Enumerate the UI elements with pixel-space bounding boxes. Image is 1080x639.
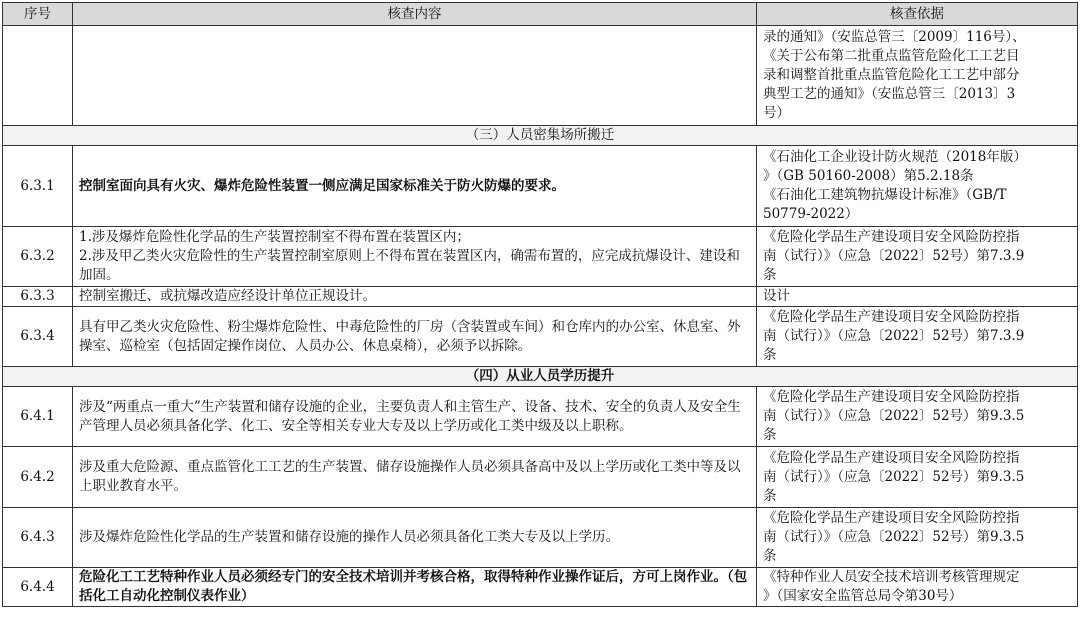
cell-content: 控制室搬迁、或抗爆改造应经设计单位正规设计。 <box>73 287 757 307</box>
table-row <box>3 387 1078 447</box>
cell-content: 具有甲乙类火灾危险性、粉尘爆炸危险性、中毒危险性的厂房（含装置或车间）和仓库内的办公室、休息室、外操室、巡检室（包括固定操作岗位、人员办公、休息桌椅），必须予以拆除。 <box>73 307 757 367</box>
cell-no: 6.3.3 <box>3 287 73 307</box>
cell-no: 6.4.3 <box>3 508 73 568</box>
header-content: 核查内容 <box>73 3 757 26</box>
cell-no: 6.3.2 <box>3 227 73 287</box>
table-row <box>3 287 1078 307</box>
header-no: 序号 <box>3 3 73 26</box>
cell-basis: 《石油化工企业设计防火规范（2018年版） 》（GB 50160-2008）第5.2.18条 《石油化工建筑物抗爆设计标准》（GB/T 50779-2022） <box>757 146 1078 227</box>
header-basis: 核查依据 <box>757 3 1078 26</box>
section-title-3: （三）人员密集场所搬迁 <box>3 126 1078 146</box>
cell-basis: 《危险化学品生产建设项目安全风险防控指 南（试行）》（应急〔2022〕52号）第7.3.9 条 <box>757 307 1078 367</box>
table-row <box>3 508 1078 568</box>
table-row <box>3 227 1078 287</box>
cell-no: 6.3.4 <box>3 307 73 367</box>
cell-basis: 《危险化学品生产建设项目安全风险防控指 南（试行）》（应急〔2022〕52号）第7.3.9 条 <box>757 227 1078 287</box>
cell-content: 涉及重大危险源、重点监管化工工艺的生产装置、储存设施操作人员必须具备高中及以上学历或化工类中等及以上职业教育水平。 <box>73 447 757 508</box>
cell-basis: 《特种作业人员安全技术培训考核管理规定 》（国家安全监管总局令第30号） <box>757 568 1078 607</box>
cell-content: 危险化工工艺特种作业人员必须经专门的安全技术培训并考核合格，取得特种作业操作证后，方可上岗作业。（包括化工自动化控制仪表作业） <box>73 568 757 607</box>
cell-content: 涉及爆炸危险性化学品的生产装置和储存设施的操作人员必须具备化工类大专及以上学历。 <box>73 508 757 568</box>
table-row <box>3 307 1078 367</box>
cell-basis: 录的通知》（安监总管三〔2009〕116号）、 《关于公布第二批重点监管危险化工工艺目 录和调整首批重点监管危险化工工艺中部分 典型工艺的通知》（安监总管三〔2013〕3 号） <box>757 26 1078 126</box>
cell-no <box>3 26 73 126</box>
table-header-row <box>3 3 1078 26</box>
cell-basis: 《危险化学品生产建设项目安全风险防控指 南（试行）》（应急〔2022〕52号）第9.3.5 条 <box>757 508 1078 568</box>
cell-basis: 《危险化学品生产建设项目安全风险防控指 南（试行）》（应急〔2022〕52号）第9.3.5 条 <box>757 387 1078 447</box>
section-title-4: （四）从业人员学历提升 <box>3 367 1078 387</box>
cell-basis: 设计 <box>757 287 1078 307</box>
inspection-table <box>2 2 1078 607</box>
cell-no: 6.3.1 <box>3 146 73 227</box>
cell-content: 控制室面向具有火灾、爆炸危险性装置一侧应满足国家标准关于防火防爆的要求。 <box>73 146 757 227</box>
table-row <box>3 146 1078 227</box>
cell-no: 6.4.4 <box>3 568 73 607</box>
table-row <box>3 568 1078 607</box>
section-row-4 <box>3 367 1078 387</box>
table-row <box>3 447 1078 508</box>
section-row-3 <box>3 126 1078 146</box>
cell-content: 1.涉及爆炸危险性化学品的生产装置控制室不得布置在装置区内； 2.涉及甲乙类火灾危险性的生产装置控制室原则上不得布置在装置区内，确需布置的，应完成抗爆设计、建设和加固。 <box>73 227 757 287</box>
cell-basis: 《危险化学品生产建设项目安全风险防控指 南（试行）》（应急〔2022〕52号）第9.3.5 条 <box>757 447 1078 508</box>
cell-no: 6.4.2 <box>3 447 73 508</box>
cell-content: 涉及“两重点一重大”生产装置和储存设施的企业，主要负责人和主管生产、设备、技术、安全的负责人及安全生产管理人员必须具备化学、化工、安全等相关专业大专及以上学历或化工类中级及以上职称。 <box>73 387 757 447</box>
cell-no: 6.4.1 <box>3 387 73 447</box>
table-row-continuation <box>3 26 1078 126</box>
cell-content <box>73 26 757 126</box>
